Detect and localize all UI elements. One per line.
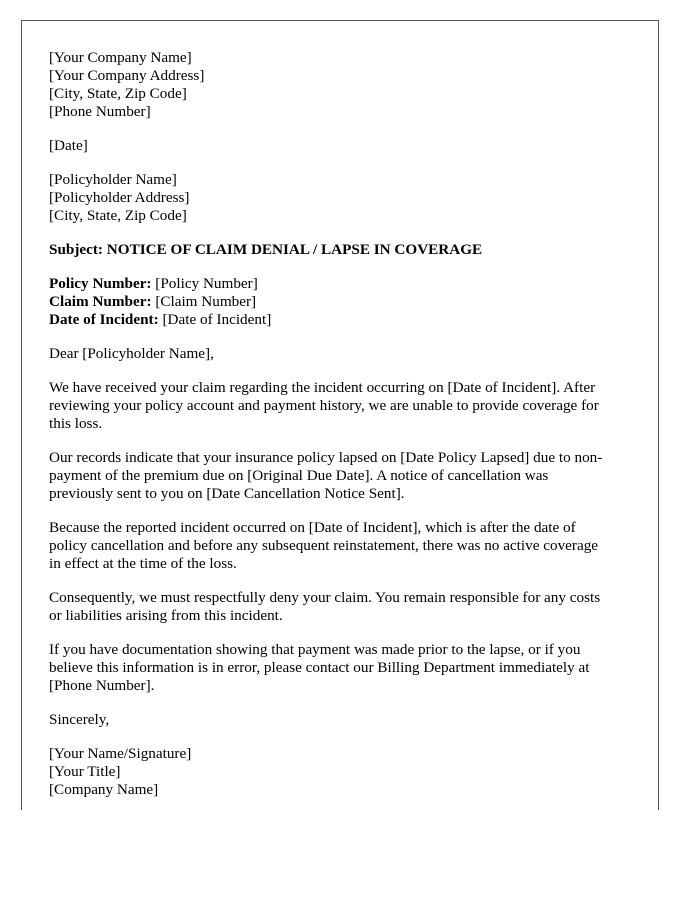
signature-block xyxy=(49,745,630,799)
date-of-incident-row xyxy=(49,311,630,329)
closing xyxy=(49,711,630,729)
claim-number-label: Claim Number: xyxy=(49,293,152,310)
claim-number-value: [Claim Number] xyxy=(155,293,257,310)
salutation xyxy=(49,345,630,363)
paragraph-line: [Phone Number]. xyxy=(49,677,155,694)
date-block xyxy=(49,137,630,155)
paragraph-line: this loss. xyxy=(49,415,103,432)
paragraph-line: reviewing your policy account and payment history, we are unable to provide coverage for xyxy=(49,397,599,414)
paragraph-line: previously sent to you on [Date Cancellation Notice Sent]. xyxy=(49,485,405,502)
sender-phone: [Phone Number] xyxy=(49,103,151,120)
sender-address-block xyxy=(49,49,630,121)
recipient-address-block xyxy=(49,171,630,225)
paragraph-line: payment of the premium due on [Original Due Date]. A notice of cancellation was xyxy=(49,467,549,484)
closing-text: Sincerely, xyxy=(49,711,110,728)
body-paragraph-4 xyxy=(49,589,630,625)
letter-page xyxy=(21,20,659,810)
date-of-incident-label: Date of Incident: xyxy=(49,311,159,328)
paragraph-line: or liabilities arising from this incident. xyxy=(49,607,283,624)
sender-company-address: [Your Company Address] xyxy=(49,67,205,84)
subject-line xyxy=(49,241,630,259)
body-paragraph-5 xyxy=(49,641,630,695)
subject-text: NOTICE OF CLAIM DENIAL / LAPSE IN COVERAGE xyxy=(106,241,483,258)
policy-number-row xyxy=(49,275,630,293)
paragraph-line: policy cancellation and before any subsequent reinstatement, there was no active coverage xyxy=(49,537,599,554)
sender-city-state-zip: [City, State, Zip Code] xyxy=(49,85,187,102)
body-paragraph-2 xyxy=(49,449,630,503)
paragraph-line: in effect at the time of the loss. xyxy=(49,555,237,572)
claim-number-row xyxy=(49,293,630,311)
recipient-name: [Policyholder Name] xyxy=(49,171,177,188)
paragraph-line: Because the reported incident occurred on [Date of Incident], which is after the date of xyxy=(49,519,576,536)
paragraph-line: Consequently, we must respectfully deny your claim. You remain responsible for any costs xyxy=(49,589,601,606)
body-paragraph-1 xyxy=(49,379,630,433)
letter-date: [Date] xyxy=(49,137,88,154)
paragraph-line: If you have documentation showing that payment was made prior to the lapse, or if you xyxy=(49,641,581,658)
recipient-city-state-zip: [City, State, Zip Code] xyxy=(49,207,187,224)
paragraph-line: believe this information is in error, please contact our Billing Department immediately at xyxy=(49,659,590,676)
signature-company: [Company Name] xyxy=(49,781,159,798)
claim-details-block xyxy=(49,275,630,329)
paragraph-line: We have received your claim regarding the incident occurring on [Date of Incident]. After xyxy=(49,379,596,396)
recipient-address: [Policyholder Address] xyxy=(49,189,190,206)
signature-title: [Your Title] xyxy=(49,763,121,780)
body-paragraph-3 xyxy=(49,519,630,573)
signature-name: [Your Name/Signature] xyxy=(49,745,192,762)
date-of-incident-value: [Date of Incident] xyxy=(162,311,272,328)
salutation-text: Dear [Policyholder Name], xyxy=(49,345,214,362)
subject-label: Subject: xyxy=(49,241,103,258)
paragraph-line: Our records indicate that your insurance policy lapsed on [Date Policy Lapsed] due to non- xyxy=(49,449,603,466)
policy-number-label: Policy Number: xyxy=(49,275,152,292)
policy-number-value: [Policy Number] xyxy=(155,275,258,292)
sender-company-name: [Your Company Name] xyxy=(49,49,192,66)
